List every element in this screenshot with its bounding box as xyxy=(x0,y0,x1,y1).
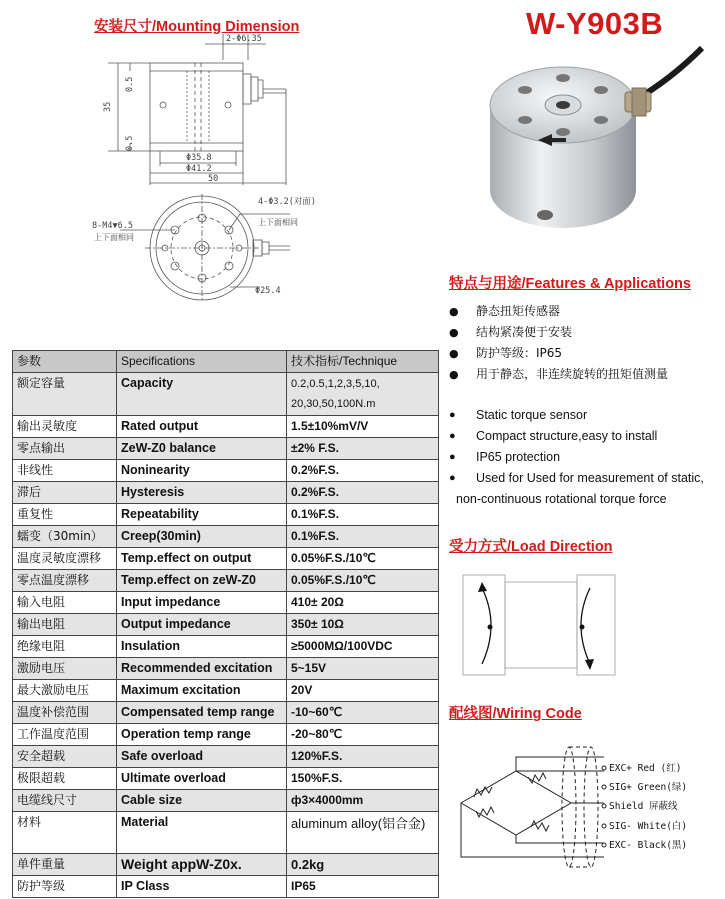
param-cn-cell: 激励电压 xyxy=(13,658,117,680)
param-en-cell: Input impedance xyxy=(117,592,287,614)
param-cn-cell: 材料 xyxy=(13,812,117,854)
param-cn-cell: 非线性 xyxy=(13,460,117,482)
param-cn-cell: 零点温度漂移 xyxy=(13,570,117,592)
table-row xyxy=(13,570,439,592)
list-item: ● Used for Used for measurement of static, non-continuous rotational torque force xyxy=(449,468,714,510)
wire-label-sig-minus: SIG- White(白) xyxy=(609,821,688,832)
param-en-cell: Compensated temp range xyxy=(117,702,287,724)
dim-top-offset: 0.5 xyxy=(125,76,135,92)
specification-table xyxy=(12,350,439,898)
param-en-cell: Material xyxy=(117,812,287,854)
param-cn-cell: 零点输出 xyxy=(13,438,117,460)
param-value-cell: 410± 20Ω xyxy=(287,592,439,614)
param-value-cell: 350± 10Ω xyxy=(287,614,439,636)
bullet-icon: ● xyxy=(449,409,456,421)
param-en-cell: Noninearity xyxy=(117,460,287,482)
list-item: ● Static torque sensor xyxy=(449,405,714,426)
param-en-cell: Capacity xyxy=(117,373,287,416)
table-row xyxy=(13,592,439,614)
table-row xyxy=(13,658,439,680)
list-item: ● 防护等级：IP65 xyxy=(449,343,668,364)
param-value-cell: ф3×4000mm xyxy=(287,790,439,812)
wiring-code-title: 配线图/Wiring Code xyxy=(449,706,582,722)
wire-label-shield: Shield 屏蔽线 xyxy=(609,801,678,812)
param-cn-cell: 极限超载 xyxy=(13,768,117,790)
param-value-cell: 0.05%F.S./10℃ xyxy=(287,570,439,592)
table-row xyxy=(13,504,439,526)
dim-bolt-circle: Φ25.4 xyxy=(255,286,281,296)
header-specifications: Specifications xyxy=(117,351,287,373)
param-value-cell: 5~15V xyxy=(287,658,439,680)
param-en-cell: Ultimate overload xyxy=(117,768,287,790)
param-cn-cell: 输出电阻 xyxy=(13,614,117,636)
table-row xyxy=(13,746,439,768)
table-row xyxy=(13,636,439,658)
list-item: ● 结构紧凑便于安装 xyxy=(449,322,668,343)
list-item: ● IP65 protection xyxy=(449,447,714,468)
param-en-cell: Rated output xyxy=(117,416,287,438)
table-row xyxy=(13,526,439,548)
header-parameter: 参数 xyxy=(13,351,117,373)
param-en-cell: Hysteresis xyxy=(117,482,287,504)
product-photo xyxy=(470,40,710,240)
param-value-cell: 0.05%F.S./10℃ xyxy=(287,548,439,570)
load-direction-diagram xyxy=(460,570,620,680)
table-header-row xyxy=(13,351,439,373)
table-row xyxy=(13,680,439,702)
dim-through-holes-note: 上下面相同 xyxy=(258,218,298,227)
param-value-cell: 0.2,0.5,1,2,3,5,10, 20,30,50,100N.m xyxy=(287,373,439,416)
dim-through-holes: 4-Φ3.2(对面) xyxy=(258,197,316,207)
param-en-cell: Recommended excitation xyxy=(117,658,287,680)
param-en-cell: Temp.effect on output xyxy=(117,548,287,570)
param-en-cell: Cable size xyxy=(117,790,287,812)
dim-inner-diameter: Φ35.8 xyxy=(186,153,212,163)
table-row xyxy=(13,876,439,898)
param-en-cell: ZeW-Z0 balance xyxy=(117,438,287,460)
features-title: 特点与用途/Features & Applications xyxy=(449,276,691,292)
table-row xyxy=(13,724,439,746)
bullet-icon: ● xyxy=(449,347,459,360)
param-cn-cell: 蠕变（30min） xyxy=(13,526,117,548)
param-en-cell: Weight appW-Z0x. xyxy=(117,854,287,876)
table-row xyxy=(13,460,439,482)
wiring-diagram xyxy=(456,735,721,870)
param-cn-cell: 重复性 xyxy=(13,504,117,526)
mounting-dimension-title: 安装尺寸/Mounting Dimension xyxy=(94,19,300,35)
table-row xyxy=(13,768,439,790)
param-value-cell: -20~80℃ xyxy=(287,724,439,746)
dim-threaded-holes-note: 上下面相同 xyxy=(94,233,134,242)
table-row xyxy=(13,614,439,636)
bullet-icon: ● xyxy=(449,326,459,339)
bullet-icon: ● xyxy=(449,472,456,484)
wire-label-exc-minus: EXC- Black(黑) xyxy=(609,840,688,851)
param-en-cell: Insulation xyxy=(117,636,287,658)
param-cn-cell: 额定容量 xyxy=(13,373,117,416)
param-cn-cell: 输出灵敏度 xyxy=(13,416,117,438)
param-value-cell: 120%F.S. xyxy=(287,746,439,768)
param-en-cell: Safe overload xyxy=(117,746,287,768)
table-row xyxy=(13,482,439,504)
param-value-cell: ±2% F.S. xyxy=(287,438,439,460)
param-en-cell: Maximum excitation xyxy=(117,680,287,702)
bullet-icon: ● xyxy=(449,430,456,442)
param-value-cell: -10~60℃ xyxy=(287,702,439,724)
list-item: ● Compact structure,easy to install xyxy=(449,426,714,447)
param-en-cell: Creep(30min) xyxy=(117,526,287,548)
dim-length: 50 xyxy=(208,174,219,184)
param-value-cell: aluminum alloy(铝合金) xyxy=(287,812,439,854)
param-cn-cell: 绝缘电阻 xyxy=(13,636,117,658)
param-en-cell: Temp.effect on zeW-Z0 xyxy=(117,570,287,592)
param-en-cell: Output impedance xyxy=(117,614,287,636)
table-row xyxy=(13,438,439,460)
param-value-cell: 0.2%F.S. xyxy=(287,482,439,504)
param-en-cell: Repeatability xyxy=(117,504,287,526)
param-en-cell: IP Class xyxy=(117,876,287,898)
table-row xyxy=(13,702,439,724)
param-cn-cell: 温度补偿范围 xyxy=(13,702,117,724)
param-value-cell: ≥5000MΩ/100VDC xyxy=(287,636,439,658)
param-value-cell: 0.1%F.S. xyxy=(287,504,439,526)
dim-outer-diameter: Φ41.2 xyxy=(186,164,212,174)
model-number: W-Y903B xyxy=(526,6,664,41)
wire-label-exc-plus: EXC+ Red (红) xyxy=(609,763,682,774)
param-cn-cell: 单件重量 xyxy=(13,854,117,876)
param-value-cell: 0.2%F.S. xyxy=(287,460,439,482)
param-cn-cell: 电缆线尺寸 xyxy=(13,790,117,812)
param-cn-cell: 滞后 xyxy=(13,482,117,504)
list-item: ● 静态扭矩传感器 xyxy=(449,301,668,322)
bullet-icon: ● xyxy=(449,305,459,318)
param-en-cell: Operation temp range xyxy=(117,724,287,746)
param-value-cell: IP65 xyxy=(287,876,439,898)
param-cn-cell: 温度灵敏度漂移 xyxy=(13,548,117,570)
header-technique: 技术指标/Technique xyxy=(287,351,439,373)
table-row xyxy=(13,373,439,416)
table-row xyxy=(13,416,439,438)
bullet-icon: ● xyxy=(449,368,459,381)
param-cn-cell: 安全超载 xyxy=(13,746,117,768)
dim-height: 35 xyxy=(103,101,113,112)
param-value-cell: 20V xyxy=(287,680,439,702)
dim-bottom-offset: 0.5 xyxy=(125,135,135,151)
load-direction-title: 受力方式/Load Direction xyxy=(449,539,613,555)
list-item: ● 用于静态，非连续旋转的扭矩值测量 xyxy=(449,364,668,385)
table-row xyxy=(13,548,439,570)
param-cn-cell: 防护等级 xyxy=(13,876,117,898)
dim-threaded-holes: 8-M4▼6.5 xyxy=(92,221,133,231)
features-en-list xyxy=(449,405,714,510)
param-cn-cell: 工作温度范围 xyxy=(13,724,117,746)
side-view-drawing xyxy=(88,30,320,190)
wire-label-sig-plus: SIG+ Green(绿) xyxy=(609,782,688,793)
table-row xyxy=(13,812,439,854)
bullet-icon: ● xyxy=(449,451,456,463)
param-value-cell: 150%F.S. xyxy=(287,768,439,790)
param-cn-cell: 输入电阻 xyxy=(13,592,117,614)
top-view-drawing xyxy=(90,192,320,307)
table-row xyxy=(13,854,439,876)
features-cn-list xyxy=(449,301,668,385)
param-value-cell: 0.1%F.S. xyxy=(287,526,439,548)
dim-hole-diameter: 2-Φ6.35 xyxy=(226,34,262,44)
param-value-cell: 0.2kg xyxy=(287,854,439,876)
param-value-cell: 1.5±10%mV/V xyxy=(287,416,439,438)
table-row xyxy=(13,790,439,812)
param-cn-cell: 最大激励电压 xyxy=(13,680,117,702)
